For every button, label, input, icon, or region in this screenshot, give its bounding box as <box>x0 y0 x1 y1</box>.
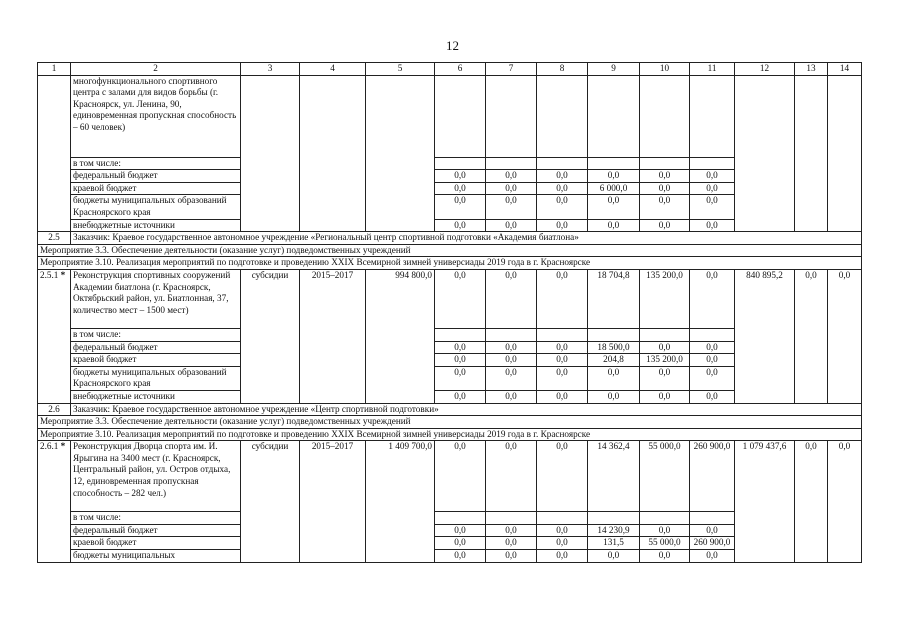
funding-type: субсидии <box>241 441 300 562</box>
col-header: 6 <box>435 63 486 76</box>
col-header: 4 <box>300 63 366 76</box>
value-cell: 0,0 <box>435 441 486 512</box>
table-cell <box>690 512 735 525</box>
activity-text: Мероприятие 3.10. Реализация мероприятий по подготовке и проведению XXIX Всемирной зимней универсиады 2019 года в г. Красноярске <box>38 257 862 270</box>
row-label: федеральный бюджет <box>71 524 241 537</box>
value-cell: 0,0 <box>690 219 735 232</box>
table-cell <box>38 75 71 232</box>
value-cell: 135 200,0 <box>640 269 690 328</box>
value-cell: 0,0 <box>640 182 690 195</box>
col-header: 1 <box>38 63 71 76</box>
value-cell: 0,0 <box>435 170 486 183</box>
col-header: 9 <box>588 63 640 76</box>
value-cell: 0,0 <box>435 269 486 328</box>
value-cell: 0,0 <box>486 341 537 354</box>
value-cell: 0,0 <box>486 390 537 403</box>
value-cell: 0,0 <box>640 524 690 537</box>
value-cell: 0,0 <box>588 195 640 219</box>
value-cell: 0,0 <box>435 366 486 390</box>
table-cell <box>537 75 588 157</box>
value-cell: 0,0 <box>486 537 537 550</box>
period: 2015–2017 <box>300 269 366 403</box>
total-cost: 994 800,0 <box>366 269 435 403</box>
value-cell: 0,0 <box>690 354 735 367</box>
activity-row <box>38 428 862 441</box>
value-cell: 55 000,0 <box>640 441 690 512</box>
value-cell: 0,0 <box>537 219 588 232</box>
value-cell: 14 362,4 <box>588 441 640 512</box>
budget-table <box>37 62 862 563</box>
row-label: краевой бюджет <box>71 354 241 367</box>
table-cell <box>486 157 537 170</box>
value-cell: 0,0 <box>640 390 690 403</box>
value-cell: 18 500,0 <box>588 341 640 354</box>
value-cell: 0,0 <box>486 182 537 195</box>
value-cell: 0,0 <box>537 341 588 354</box>
value-cell: 0,0 <box>435 524 486 537</box>
value-cell: 0,0 <box>486 550 537 563</box>
table-cell <box>435 157 486 170</box>
activity-text: Мероприятие 3.10. Реализация мероприятий по подготовке и проведению XXIX Всемирной зимней универсиады 2019 года в г. Красноярске <box>38 428 862 441</box>
table-cell <box>486 75 537 157</box>
activity-row <box>38 244 862 257</box>
table-cell <box>435 75 486 157</box>
value-cell: 0,0 <box>435 182 486 195</box>
value-cell: 0,0 <box>486 195 537 219</box>
value-cell: 0,0 <box>486 170 537 183</box>
col-header: 7 <box>486 63 537 76</box>
value-cell: 0,0 <box>486 269 537 328</box>
row-label: краевой бюджет <box>71 537 241 550</box>
table-cell <box>588 75 640 157</box>
row-label: внебюджетные источники <box>71 390 241 403</box>
value-cell: 0,0 <box>435 195 486 219</box>
activity-text: Мероприятие 3.3. Обеспечение деятельности (оказание услуг) подведомственных учреждений <box>38 416 862 429</box>
row-label: федеральный бюджет <box>71 341 241 354</box>
incl-label: в том числе: <box>71 512 241 525</box>
value-cell: 0,0 <box>640 170 690 183</box>
value-cell: 0,0 <box>537 524 588 537</box>
activity-row <box>38 257 862 270</box>
col-header: 12 <box>735 63 795 76</box>
value-cell: 55 000,0 <box>640 537 690 550</box>
column-number-row <box>38 63 862 76</box>
value-cell: 0,0 <box>537 537 588 550</box>
value-cell: 0,0 <box>435 341 486 354</box>
incl-label: в том числе: <box>71 157 241 170</box>
value-cell: 0,0 <box>795 269 828 403</box>
activity-row <box>38 416 862 429</box>
value-cell: 0,0 <box>588 366 640 390</box>
value-cell: 0,0 <box>486 354 537 367</box>
value-cell: 0,0 <box>435 537 486 550</box>
value-cell: 0,0 <box>640 219 690 232</box>
value-cell: 0,0 <box>435 550 486 563</box>
value-cell: 0,0 <box>537 366 588 390</box>
col-header: 8 <box>537 63 588 76</box>
row-label: бюджеты муниципальных образований Красноярского края <box>71 366 241 390</box>
section-number: 2.5 <box>38 232 71 245</box>
customer-row <box>38 232 862 245</box>
col-header: 13 <box>795 63 828 76</box>
table-cell <box>588 512 640 525</box>
table-cell <box>690 328 735 341</box>
col-header: 2 <box>71 63 241 76</box>
table-cell <box>435 512 486 525</box>
value-cell: 135 200,0 <box>640 354 690 367</box>
value-cell: 0,0 <box>435 354 486 367</box>
col-header: 3 <box>241 63 300 76</box>
value-cell: 0,0 <box>435 390 486 403</box>
value-cell: 0,0 <box>690 170 735 183</box>
value-cell: 18 704,8 <box>588 269 640 328</box>
value-cell: 0,0 <box>588 550 640 563</box>
value-cell: 0,0 <box>486 219 537 232</box>
table-cell <box>300 75 366 232</box>
customer-text: Заказчик: Краевое государственное автономное учреждение «Региональный центр спортивной подготовки «Академия биатлона» <box>71 232 862 245</box>
row-label: бюджеты муниципальных образований Красноярского края <box>71 195 241 219</box>
value-cell: 0,0 <box>588 170 640 183</box>
value-cell: 0,0 <box>486 441 537 512</box>
table-cell <box>588 157 640 170</box>
value-cell: 0,0 <box>690 390 735 403</box>
customer-row <box>38 403 862 416</box>
table-row <box>38 75 862 157</box>
funding-type: субсидии <box>241 269 300 403</box>
value-cell: 0,0 <box>486 524 537 537</box>
table-cell <box>537 328 588 341</box>
value-cell: 0,0 <box>435 219 486 232</box>
col-header: 11 <box>690 63 735 76</box>
total-cost: 1 409 700,0 <box>366 441 435 562</box>
value-cell: 0,0 <box>640 341 690 354</box>
value-cell: 6 000,0 <box>588 182 640 195</box>
value-cell: 0,0 <box>588 390 640 403</box>
row-label: краевой бюджет <box>71 182 241 195</box>
row-label: федеральный бюджет <box>71 170 241 183</box>
value-cell: 0,0 <box>537 550 588 563</box>
value-cell: 0,0 <box>690 524 735 537</box>
table-cell <box>640 157 690 170</box>
value-cell: 14 230,9 <box>588 524 640 537</box>
value-cell: 260 900,0 <box>690 537 735 550</box>
col-header: 14 <box>828 63 862 76</box>
table-cell <box>588 328 640 341</box>
table-cell <box>537 512 588 525</box>
incl-label: в том числе: <box>71 328 241 341</box>
table-row <box>38 269 862 328</box>
table-cell <box>640 75 690 157</box>
value-cell: 0,0 <box>690 550 735 563</box>
value-cell: 0,0 <box>690 341 735 354</box>
value-cell: 204,8 <box>588 354 640 367</box>
value-cell: 0,0 <box>537 269 588 328</box>
value-cell: 131,5 <box>588 537 640 550</box>
table-cell <box>735 75 795 232</box>
table-cell <box>486 328 537 341</box>
value-cell: 0,0 <box>795 441 828 562</box>
value-cell: 0,0 <box>537 195 588 219</box>
table-cell <box>241 75 300 232</box>
object-name: Реконструкция спортивных сооружений Академии биатлона (г. Красноярск, Октябрьский район, ул. Биатлонная, 37, количество мест – 1500 мест) <box>71 269 241 328</box>
table-cell <box>690 75 735 157</box>
value-cell: 0,0 <box>640 366 690 390</box>
table-cell <box>537 157 588 170</box>
table-row <box>38 441 862 512</box>
value-cell: 0,0 <box>690 182 735 195</box>
value-cell: 0,0 <box>640 550 690 563</box>
value-cell: 1 079 437,6 <box>735 441 795 562</box>
value-cell: 0,0 <box>828 269 862 403</box>
period: 2015–2017 <box>300 441 366 562</box>
object-name: многофункционального спортивного центра с залами для видов борьбы (г. Красноярск, ул. Ленина, 90, единовременная пропускная способность – 60 человек) <box>71 75 241 157</box>
value-cell: 0,0 <box>588 219 640 232</box>
table-cell <box>795 75 828 232</box>
table-cell <box>640 328 690 341</box>
value-cell: 0,0 <box>690 195 735 219</box>
value-cell: 0,0 <box>486 366 537 390</box>
value-cell: 0,0 <box>537 441 588 512</box>
table-cell <box>640 512 690 525</box>
value-cell: 0,0 <box>537 182 588 195</box>
activity-text: Мероприятие 3.3. Обеспечение деятельности (оказание услуг) подведомственных учреждений <box>38 244 862 257</box>
row-label: внебюджетные источники <box>71 219 241 232</box>
table-cell <box>690 157 735 170</box>
value-cell: 0,0 <box>640 195 690 219</box>
col-header: 10 <box>640 63 690 76</box>
page-number: 12 <box>446 38 459 53</box>
value-cell: 0,0 <box>537 170 588 183</box>
value-cell: 0,0 <box>690 269 735 328</box>
value-cell: 0,0 <box>537 390 588 403</box>
row-label: бюджеты муниципальных <box>71 550 241 563</box>
table-cell <box>828 75 862 232</box>
customer-text: Заказчик: Краевое государственное автономное учреждение «Центр спортивной подготовки» <box>71 403 862 416</box>
value-cell: 840 895,2 <box>735 269 795 403</box>
value-cell: 0,0 <box>537 354 588 367</box>
value-cell: 260 900,0 <box>690 441 735 512</box>
section-number: 2.6 <box>38 403 71 416</box>
object-number: 2.6.1 * <box>38 441 71 562</box>
col-header: 5 <box>366 63 435 76</box>
object-name: Реконструкция Дворца спорта им. И. Ярыгина на 3400 мест (г. Красноярск, Центральный район, ул. Остров отдыха, 12, единовременная пропускная способность – 282 чел.) <box>71 441 241 512</box>
value-cell: 0,0 <box>828 441 862 562</box>
table-cell <box>366 75 435 232</box>
value-cell: 0,0 <box>690 366 735 390</box>
table-cell <box>435 328 486 341</box>
object-number: 2.5.1 * <box>38 269 71 403</box>
table-cell <box>486 512 537 525</box>
